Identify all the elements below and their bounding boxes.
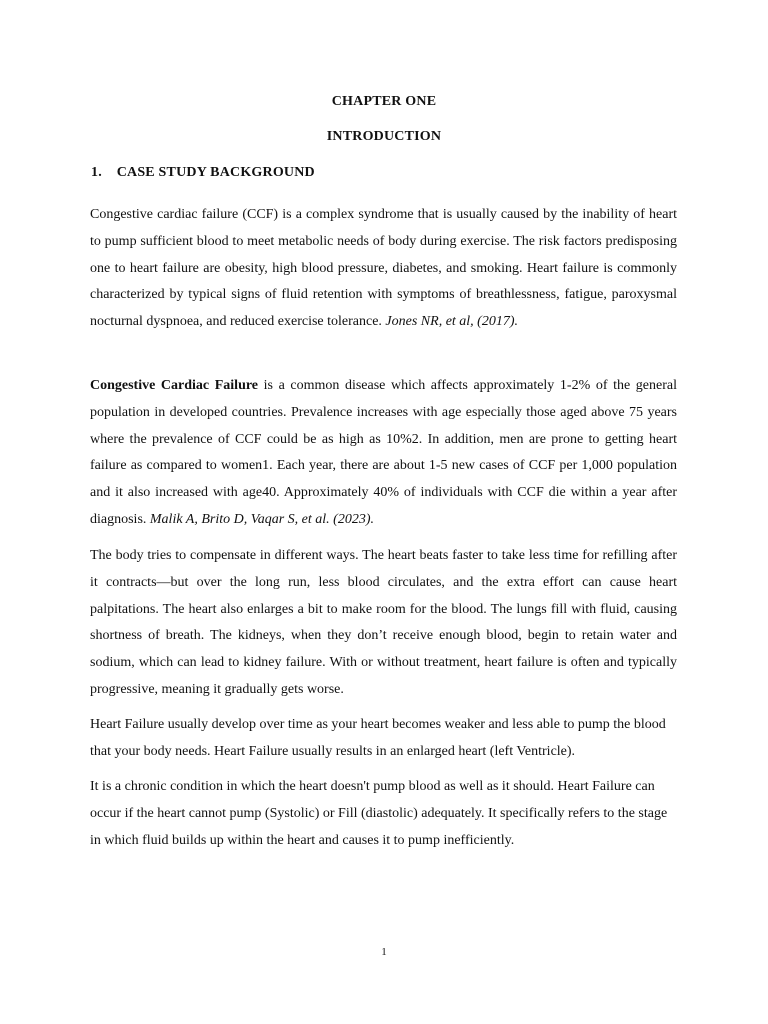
section-title: INTRODUCTION — [326, 129, 442, 144]
paragraph-body-compensation — [90, 543, 677, 704]
heading-text: CASE STUDY BACKGROUND — [116, 165, 315, 180]
citation: Malik A, Brito D, Vaqar S, et al. (2023). — [149, 511, 374, 527]
paragraph-text: is a common disease which affects approximately 1-2% of the general population in developed countries. Prevalence increases with age especially those aged above 75 years where the prevalence of CCF could be as high as 10%2. In addition, men are prone to getting heart failure as compared to women1. Each year, there are about 1-5 new cases of CCF per 1,000 population and it also increased with age40. Approximately 40% of individuals with CCF die within a year after diagnosis. — [90, 378, 677, 527]
paragraph-lead-term: Congestive Cardiac Failure — [90, 378, 259, 393]
paragraph-text: Congestive cardiac failure (CCF) is a complex syndrome that is usually caused by the inability of heart to pump sufficient blood to meet metabolic needs of body during exercise. The risk factors predisposing one to heart failure are obesity, high blood pressure, diabetes, and smoking. Heart failure is commonly characterized by typical signs of fluid retention with symptoms of breathlessness, fatigue, paroxysmal nocturnal dyspnoea, and reduced exercise tolerance. — [90, 207, 677, 330]
citation: Jones NR, et al, (2017). — [385, 314, 519, 330]
paragraph-chronic-condition — [90, 774, 677, 854]
page-number: 1 — [381, 946, 387, 958]
paragraph-ccf-prevalence — [90, 373, 677, 534]
paragraph-text: It is a chronic condition in which the heart doesn't pump blood as well as it should. Heart Failure can occur if the heart cannot pump (Systolic) or Fill (diastolic) adequately. It specifically refers to the stage in which fluid builds up within the heart and causes it to pump inefficiently. — [90, 779, 668, 848]
chapter-title: CHAPTER ONE — [331, 94, 437, 109]
paragraph-heart-failure-development — [90, 712, 677, 766]
paragraph-ccf-definition — [90, 202, 677, 336]
heading-number: 1. — [91, 165, 102, 180]
paragraph-text: The body tries to compensate in different ways. The heart beats faster to take less time for refilling after it contracts—but over the long run, less blood circulates, and the extra effort can cause heart palpitations. The heart also enlarges a bit to make room for the blood. The lungs fill with fluid, causing shortness of breath. The kidneys, when they don’t receive enough blood, begin to retain water and sodium, which can lead to kidney failure. With or without treatment, heart failure is often and typically progressive, meaning it gradually gets worse. — [90, 548, 677, 697]
paragraph-text: Heart Failure usually develop over time as your heart becomes weaker and less able to pump the blood that your body needs. Heart Failure usually results in an enlarged heart (left Ventricle). — [90, 717, 666, 759]
case-study-heading — [91, 165, 315, 181]
